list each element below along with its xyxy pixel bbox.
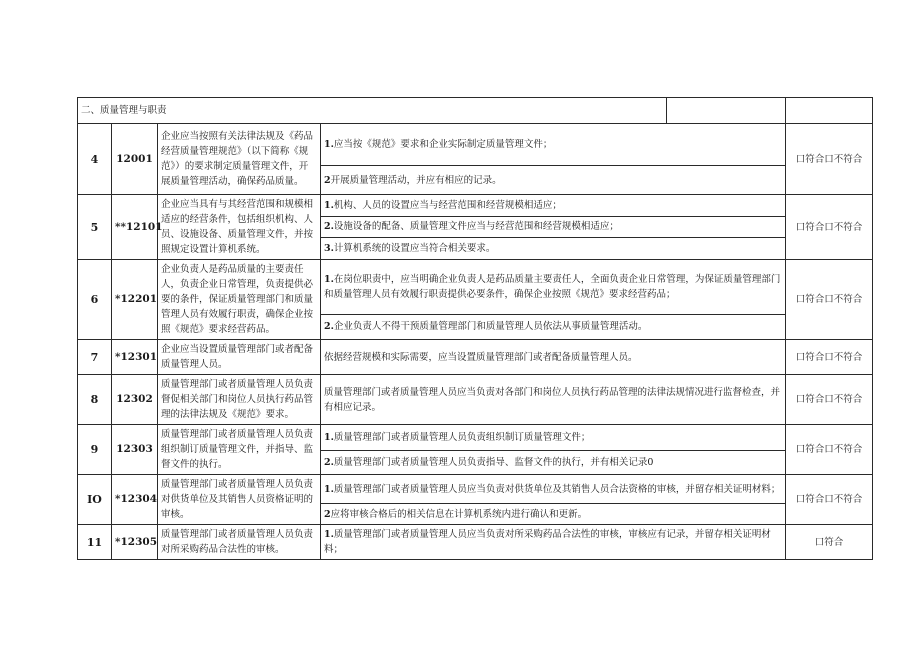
table-row bbox=[78, 525, 873, 560]
item-content: 企业负责人是药品质量的主要责任人，负责企业日常管理，负责提供必要的条件，保证质量管理部门和质量管理人员有效履行职责，确保企业按照《规范》要求经营药品。 bbox=[158, 260, 321, 340]
requirement-number: 1. bbox=[324, 273, 334, 285]
item-code: *12305 bbox=[112, 525, 158, 560]
item-content: 质量管理部门或者质量管理人员负责对所采购药品合法性的审核。 bbox=[158, 525, 321, 560]
compliance-checkbox-cell[interactable]: 口符合口不符合 bbox=[786, 475, 873, 525]
requirement-text: 质量管理部门或者质量管理人员应当负责对所采购药品合法性的审核，审核应有记录，并留存相关证明材料； bbox=[324, 529, 771, 555]
requirement-number: 2. bbox=[324, 221, 334, 233]
item-content: 企业应当具有与其经营范围和规模相适应的经营条件，包括组织机构、人员、设施设备、质量管理文件，并按照规定设置计算机系统。 bbox=[158, 195, 321, 260]
item-content: 质量管理部门或者质量管理人员负责对供货单位及其销售人员资格证明的审核。 bbox=[158, 475, 321, 525]
requirement-text: 设施设备的配备、质量管理文件应当与经营范围和经营规模相适应； bbox=[333, 221, 619, 233]
requirement-cell bbox=[321, 195, 786, 217]
requirement-number: 2. bbox=[324, 321, 334, 333]
section-title: 二、质量管理与职责 bbox=[78, 98, 667, 124]
item-code: 12302 bbox=[112, 375, 158, 425]
table-row bbox=[78, 375, 873, 425]
requirement-text: 企业负责人不得干预质量管理部门和质量管理人员依法从事质量管理活动。 bbox=[333, 321, 648, 333]
item-number: 4 bbox=[78, 124, 112, 195]
compliance-checkbox-cell[interactable]: 口符合口不符合 bbox=[786, 375, 873, 425]
table-row bbox=[78, 260, 873, 315]
section-header-row bbox=[78, 98, 873, 124]
item-code: *12201 bbox=[112, 260, 158, 340]
requirement-text: 依据经营规模和实际需要，应当设置质量管理部门或者配备质量管理人员。 bbox=[324, 351, 638, 363]
item-code: 12001 bbox=[112, 124, 158, 195]
requirement-cell bbox=[321, 375, 786, 425]
requirement-number: 1. bbox=[324, 139, 334, 150]
requirement-text: 质量管理部门或者质量管理人员负责组织制订质量管理文件； bbox=[333, 431, 591, 443]
requirement-number: 2 bbox=[324, 508, 331, 520]
item-content: 质量管理部门或者质量管理人员负责组织制订质量管理文件，并指导、监督文件的执行。 bbox=[158, 425, 321, 475]
table-row bbox=[78, 425, 873, 451]
requirement-cell bbox=[321, 166, 786, 195]
requirement-text: 机构、人员的设置应当与经营范围和经营规模相适应； bbox=[333, 199, 562, 211]
item-content: 企业应当按照有关法律法规及《药品经营质量管理规范》（以下简称《规范》）的要求制定质量管理文件，开展质量管理活动，确保药品质量。 bbox=[158, 124, 321, 195]
requirement-text: 计算机系统的设置应当符合相关要求。 bbox=[333, 243, 496, 255]
requirement-cell bbox=[321, 216, 786, 238]
item-code: *12301 bbox=[112, 340, 158, 375]
table-row bbox=[78, 340, 873, 375]
requirement-cell bbox=[321, 314, 786, 339]
item-content: 企业应当设置质量管理部门或者配备质量管理人员。 bbox=[158, 340, 321, 375]
compliance-checkbox-cell[interactable]: 口符合口不符合 bbox=[786, 425, 873, 475]
item-code: 12303 bbox=[112, 425, 158, 475]
table-row bbox=[78, 124, 873, 166]
inspection-table bbox=[77, 97, 873, 560]
requirement-text: 质量管理部门或者质量管理人员负责指导、监督文件的执行，并有相关记录0 bbox=[333, 456, 654, 468]
requirement-number: 2 bbox=[324, 174, 331, 186]
item-code: **12101 bbox=[112, 195, 158, 260]
requirement-cell bbox=[321, 340, 786, 375]
compliance-checkbox-cell[interactable]: 口符合 bbox=[786, 525, 873, 560]
requirement-cell bbox=[321, 238, 786, 260]
requirement-number: 1. bbox=[324, 529, 334, 540]
requirement-number: 1. bbox=[324, 483, 334, 495]
requirement-cell bbox=[321, 260, 786, 315]
requirement-text: 质量管理部门或者质量管理人员应当负责对各部门和岗位人员执行药品管理的法律法规情况进行监督检查，并有相应记录。 bbox=[324, 386, 781, 413]
requirement-number: 3. bbox=[324, 243, 334, 255]
item-number: 6 bbox=[78, 260, 112, 340]
requirement-text: 质量管理部门或者质量管理人员应当负责对供货单位及其销售人员合法资格的审核，并留存相关证明材料； bbox=[333, 483, 781, 495]
compliance-checkbox-cell[interactable]: 口符合口不符合 bbox=[786, 260, 873, 340]
table-row bbox=[78, 195, 873, 217]
item-content: 质量管理部门或者质量管理人员负责督促相关部门和岗位人员执行药品管理的法律法规及《规范》要求。 bbox=[158, 375, 321, 425]
requirement-cell bbox=[321, 504, 786, 525]
empty-cell bbox=[786, 98, 873, 124]
compliance-checkbox-cell[interactable]: 口符合口不符合 bbox=[786, 124, 873, 195]
requirement-number: 1. bbox=[324, 431, 334, 443]
item-number: 5 bbox=[78, 195, 112, 260]
item-number: IO bbox=[78, 475, 112, 525]
requirement-cell bbox=[321, 124, 786, 166]
requirement-text: 开展质量管理活动，并应有相应的记录。 bbox=[330, 174, 502, 186]
requirement-text: 应当按《规范》要求和企业实际制定质量管理文件； bbox=[333, 139, 553, 150]
requirement-number: 2. bbox=[324, 456, 334, 468]
requirement-cell bbox=[321, 425, 786, 451]
item-number: 8 bbox=[78, 375, 112, 425]
item-number: 7 bbox=[78, 340, 112, 375]
inspection-sheet bbox=[77, 97, 872, 560]
requirement-cell bbox=[321, 525, 786, 560]
empty-cell bbox=[667, 98, 786, 124]
requirement-text: 在岗位职责中，应当明确企业负责人是药品质量主要责任人，全面负责企业日常管理，为保证质量管理部门和质量管理人员有效履行职责提供必要条件，确保企业按照《规范》要求经营药品； bbox=[324, 273, 781, 300]
table-row bbox=[78, 475, 873, 504]
item-code: *12304 bbox=[112, 475, 158, 525]
compliance-checkbox-cell[interactable]: 口符合口不符合 bbox=[786, 195, 873, 260]
compliance-checkbox-cell[interactable]: 口符合口不符合 bbox=[786, 340, 873, 375]
requirement-text: 应将审核合格后的相关信息在计算机系统内进行确认和更新。 bbox=[330, 508, 588, 520]
requirement-number: 1. bbox=[324, 199, 334, 211]
item-number: 11 bbox=[78, 525, 112, 560]
requirement-cell bbox=[321, 450, 786, 474]
item-number: 9 bbox=[78, 425, 112, 475]
requirement-cell bbox=[321, 475, 786, 504]
